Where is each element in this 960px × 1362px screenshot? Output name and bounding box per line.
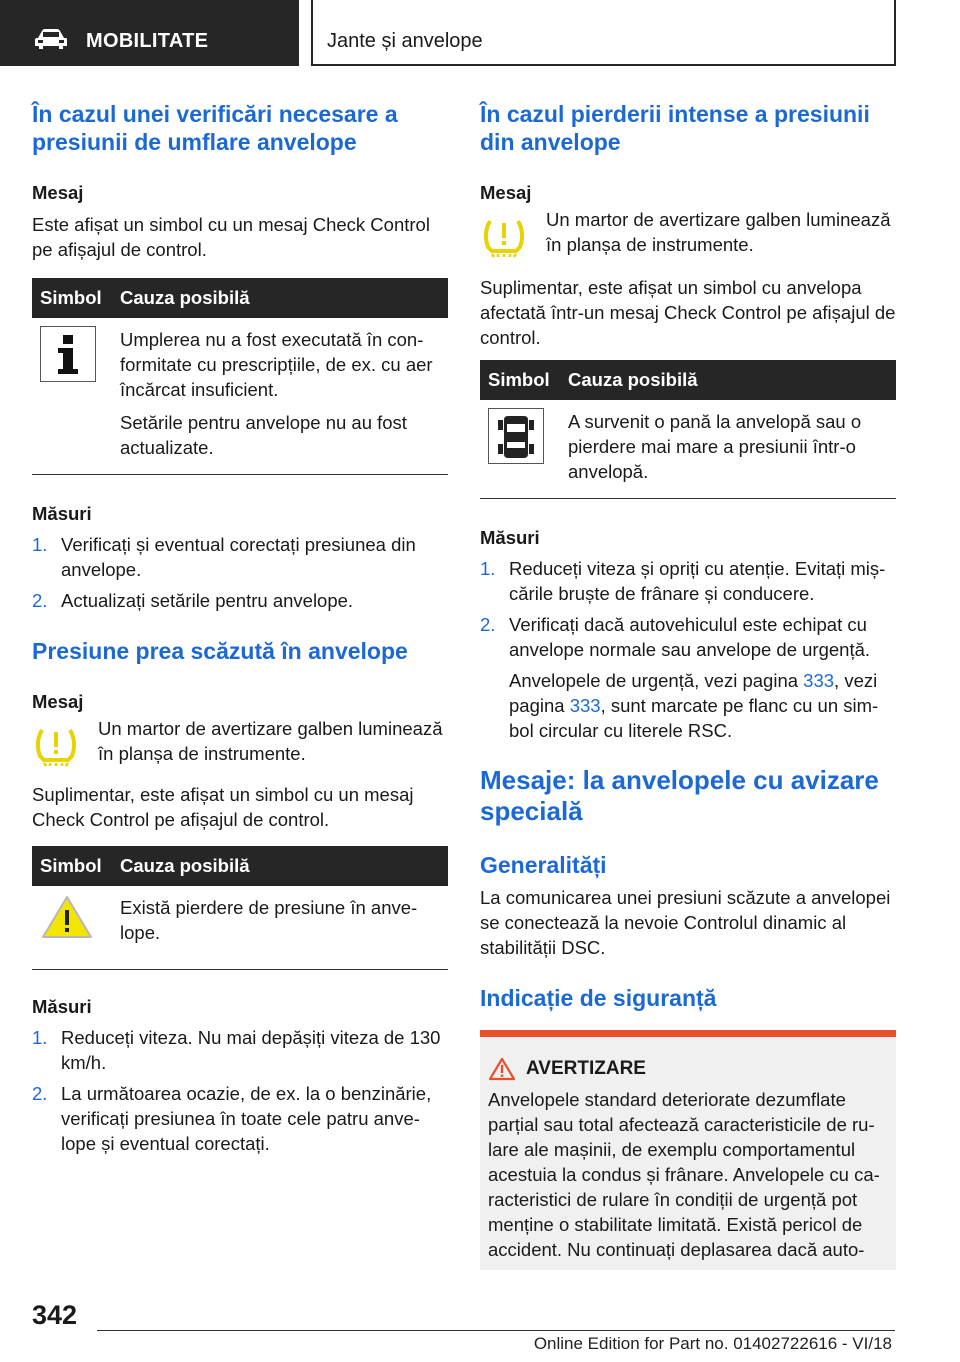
message-label: Mesaj <box>480 182 532 203</box>
chapter-tab <box>311 0 896 66</box>
chapter-title: Jante și anvelope <box>327 30 483 52</box>
sub-heading: Indicație de siguranță <box>480 985 717 1011</box>
right-column <box>480 100 896 1270</box>
list-item: 1. Reduceți viteza și opriți cu atenție. Evitați mișcările bruște de frânare și conducere. <box>480 558 886 604</box>
warning-triangle-icon <box>488 1057 516 1081</box>
page-number: 342 <box>32 1300 78 1330</box>
section-tab <box>0 0 299 66</box>
cause-text: Umplerea nu a fost executată în conformitate cu prescripțiile, de ex. cu aer încărcat insuficient. <box>120 329 433 400</box>
measures-list <box>32 532 448 613</box>
tpms-warning-icon <box>480 213 528 259</box>
list-item: 1. Reduceți viteza. Nu mai depășiți viteza de 130 km/h. <box>32 1027 441 1073</box>
page-link[interactable]: 333 <box>803 670 835 691</box>
body-text: La comunicarea unei presiuni scăzute a anvelopei se conectează la nevoie Controlul dinamic al stabilității DSC. <box>480 887 891 958</box>
warning-triangle-icon <box>40 894 94 940</box>
message-text: Un martor de avertizare galben luminează în planșa de instrumente. <box>546 209 891 255</box>
left-column <box>32 100 448 1156</box>
cause-text: Există pierdere de presiune în anvelope. <box>120 897 418 943</box>
warning-title: AVERTIZARE <box>526 1058 646 1079</box>
flat-tire-car-icon <box>488 408 544 464</box>
symbol-table <box>32 278 448 475</box>
table-row <box>32 886 448 970</box>
cause-text: A survenit o pană la anvelopă sau o pierdere mai mare a presiunii într-o anvelopă. <box>568 411 862 482</box>
col-symbol: Simbol <box>32 278 112 318</box>
warning-header <box>488 1057 888 1081</box>
list-item: 2. Verificați dacă autovehiculul este echipat cu anvelope normale sau anvelope de urgență. Anvelopele de urgență, vezi pagina 333, vezi pagina 333, sunt marcate pe flanc cu un simbol circular cu literele RSC. <box>480 612 896 743</box>
col-cause: Cauza posibilă <box>560 360 896 400</box>
col-symbol: Simbol <box>480 360 560 400</box>
section-heading: În cazul pierderii intense a presiunii din anvelope <box>480 101 870 155</box>
measures-list <box>32 1025 448 1156</box>
measures-label: Măsuri <box>480 527 540 548</box>
measures-list <box>480 556 896 743</box>
message-extra: Suplimentar, este afișat un simbol cu un mesaj Check Control pe afișajul de control. <box>32 784 414 830</box>
table-row <box>480 400 896 499</box>
list-item: 1. Verificați și eventual corectați presiunea din anvelope. <box>32 534 416 580</box>
list-item: 2. Actualizați setările pentru anvelope. <box>32 590 354 611</box>
message-label: Mesaj <box>32 691 84 712</box>
col-cause: Cauza posibilă <box>112 278 448 318</box>
section-heading: În cazul unei verificări necesare a presiunii de umflare anvelope <box>32 101 398 155</box>
page-link[interactable]: 333 <box>569 695 601 716</box>
step-note: Anvelopele de urgență, vezi pagina 333, vezi pagina 333, sunt marcate pe flanc cu un simbol circular cu literele RSC. <box>509 670 879 741</box>
tpms-warning-icon <box>32 722 80 768</box>
page-header <box>0 0 960 66</box>
col-symbol: Simbol <box>32 846 112 886</box>
measures-label: Măsuri <box>32 503 92 524</box>
message-text: Un martor de avertizare galben luminează în planșa de instrumente. <box>98 718 443 764</box>
footer-divider <box>97 1330 895 1331</box>
sub-heading: Generalități <box>480 852 607 878</box>
section-title: MOBILITATE <box>86 30 209 52</box>
section-heading: Mesaje: la anvelopele cu avizare specială <box>480 765 879 826</box>
message-row <box>480 207 896 267</box>
symbol-table <box>32 846 448 970</box>
warning-text: Anvelopele standard deteriorate dezumflate parțial sau total afectează caracteristicile de rulare ale mașinii, de exemplu comportamentul acestuia la condus și frânare. Anvelopele cu caracteristici de rulare în condiții de urgență pot menține o stabilitate limitată. Există pericol de accident. Nu continuați deplasarea dacă auto- <box>488 1089 880 1260</box>
section-heading: Presiune prea scăzută în anvelope <box>32 638 408 664</box>
cause-text: Setările pentru anvelope nu au fost actualizate. <box>120 412 407 458</box>
message-extra: Suplimentar, este afișat un simbol cu anvelopa afectată într-un mesaj Check Control pe afișajul de control. <box>480 277 896 348</box>
footer-edition: Online Edition for Part no. 01402722616 - VI/18 <box>533 1334 892 1353</box>
message-text: Este afișat un simbol cu un mesaj Check Control pe afișajul de control. <box>32 214 430 260</box>
warning-box <box>480 1030 896 1270</box>
table-row <box>32 318 448 475</box>
car-icon <box>34 28 68 50</box>
message-label: Mesaj <box>32 182 84 203</box>
measures-label: Măsuri <box>32 996 92 1017</box>
list-item: 2. La următoarea ocazie, de ex. la o benzinărie, verificați presiunea în toate cele patru anvelope și eventual corectați. <box>32 1083 432 1154</box>
symbol-table <box>480 360 896 499</box>
col-cause: Cauza posibilă <box>112 846 448 886</box>
info-icon <box>40 326 96 382</box>
message-row <box>32 716 448 776</box>
